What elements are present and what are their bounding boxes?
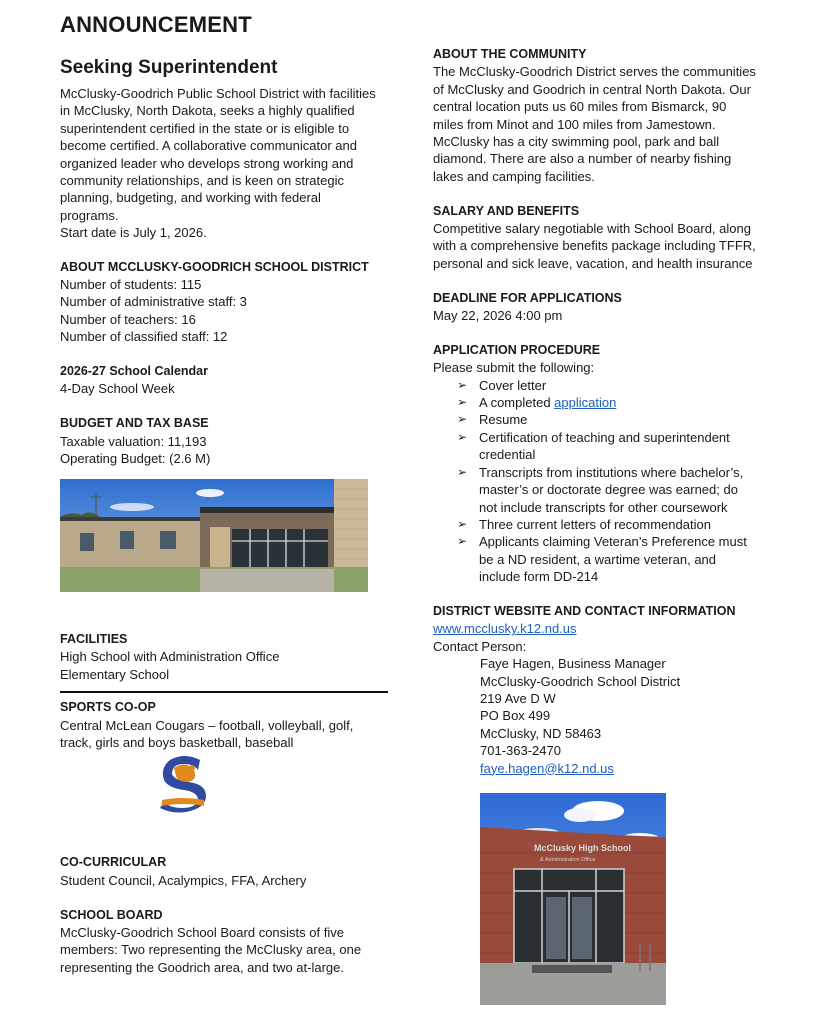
contact-line: 701-363-2470 [480,743,561,759]
arrow-bullet-icon: ➢ [457,464,468,479]
community-line: central location puts us 60 miles from Bismarck, 90 [433,99,727,115]
school-building-photo [60,479,368,592]
cougars-logo [154,752,212,814]
budget-line: Operating Budget: (2.6 M) [60,451,211,467]
arrow-bullet-icon: ➢ [457,516,468,531]
contact-section [433,603,773,777]
section-heading: DISTRICT WEBSITE AND CONTACT INFORMATION [433,603,736,618]
contact-line: PO Box 499 [480,708,551,724]
intro-line: McClusky-Goodrich Public School District with facilities [60,86,376,101]
cocurricular-section [60,854,390,889]
section-heading: CO-CURRICULAR [60,855,167,870]
community-line: McClusky has a city swimming pool, park and ball [433,134,720,150]
section-heading: SCHOOL BOARD [60,907,163,922]
budget-line: Taxable valuation: 11,193 [60,433,207,449]
budget-section [60,415,390,467]
seeking-heading: Seeking Superintendent [60,57,278,78]
list-item [457,429,773,464]
sports-section [60,699,390,751]
requirements-list [433,377,773,586]
right-column [433,46,773,777]
arrow-bullet-icon: ➢ [457,377,468,392]
requirement-text: Applicants claiming Veteran’s Preference must [479,534,747,550]
section-divider [60,691,388,693]
requirement-text: A completed [479,395,555,411]
section-heading: DEADLINE FOR APPLICATIONS [433,290,622,305]
community-line: The McClusky-Goodrich District serves the communities [433,64,756,80]
sports-line: track, girls and boys basketball, baseball [60,734,294,750]
school-sign-text: McClusky High School [534,843,632,853]
requirement-text: include form DD-214 [479,569,599,585]
requirement-text: not include transcripts for other coursework [479,499,728,515]
section-heading: ABOUT MCCLUSKY-GOODRICH SCHOOL DISTRICT [60,259,369,274]
requirement-text: master’s or doctorate degree was earned; do [479,482,738,498]
facilities-section [60,631,390,683]
board-line: representing the Goodrich area, and two at-large. [60,959,345,975]
salary-line: personal and sick leave, vacation, and health insurance [433,255,753,271]
list-item [457,377,773,394]
arrow-bullet-icon: ➢ [457,534,468,549]
requirement-text: Certification of teaching and superintendent [479,429,730,445]
intro-line: organized leader who develops strong working and [60,155,354,171]
salary-section [433,203,773,273]
facility-line: High School with Administration Office [60,649,280,665]
board-line: McClusky-Goodrich School Board consists of five [60,924,344,940]
application-link[interactable]: application [554,395,617,411]
board-section [60,907,390,977]
calendar-section [60,363,390,398]
list-item [457,411,773,428]
salary-line: with a comprehensive benefits package including TFFR, [433,238,756,254]
requirement-text: Cover letter [479,377,547,393]
district-stat: Number of classified staff: 12 [60,329,228,345]
contact-line: McClusky, ND 58463 [480,725,602,741]
page-title: ANNOUNCEMENT [60,12,252,37]
section-heading: FACILITIES [60,631,128,646]
contact-line: 219 Ave D W [480,690,556,706]
procedure-intro: Please submit the following: [433,360,595,376]
community-line: miles from Minot and 100 miles from Jamestown. [433,116,716,132]
list-item [457,394,773,411]
facility-line: Elementary School [60,666,170,682]
list-item [457,464,773,516]
section-heading: BUDGET AND TAX BASE [60,416,209,431]
intro-line: programs. [60,207,119,223]
section-heading: SPORTS CO-OP [60,700,156,715]
intro-line: superintendent certified in the state or is eligible to [60,120,350,136]
intro-line: planning, budgeting, and working with federal [60,190,321,206]
section-heading: 2026-27 School Calendar [60,364,208,379]
start-date: Start date is July 1, 2026. [60,225,207,241]
contact-person-label: Contact Person: [433,638,527,654]
arrow-bullet-icon: ➢ [457,395,468,410]
requirement-text: Resume [479,412,528,428]
contact-line: Faye Hagen, Business Manager [480,656,666,672]
deadline-line: May 22, 2026 4:00 pm [433,308,563,324]
board-line: members: Two representing the McClusky area, one [60,942,362,958]
arrow-bullet-icon: ➢ [457,412,468,427]
deadline-section [433,290,773,325]
community-section [433,46,773,185]
list-item [457,516,773,533]
intro-paragraph [60,85,390,242]
calendar-line: 4-Day School Week [60,381,175,397]
high-school-entrance-photo [480,793,666,1005]
requirement-text: Three current letters of recommendation [479,516,711,532]
community-line: of McClusky and Goodrich in central North Dakota. Our [433,81,751,97]
school-sign-subtext: & Administration Office [540,857,596,863]
email-link[interactable]: faye.hagen@k12.nd.us [480,760,614,776]
district-stat: Number of students: 115 [60,277,202,293]
requirement-text: Transcripts from institutions where bachelor’s, [479,464,744,480]
section-heading: APPLICATION PROCEDURE [433,342,601,357]
district-stat: Number of administrative staff: 3 [60,294,247,310]
procedure-section [433,342,773,586]
intro-line: community relationships, and is keen on strategic [60,173,344,189]
section-heading: ABOUT THE COMMUNITY [433,47,587,61]
website-link[interactable]: www.mcclusky.k12.nd.us [433,621,577,637]
contact-details [433,655,773,777]
section-heading: SALARY AND BENEFITS [433,203,580,218]
requirement-text: be a ND resident, a wartime veteran, and [479,551,717,567]
arrow-bullet-icon: ➢ [457,429,468,444]
about-district-section [60,259,390,346]
district-stat: Number of teachers: 16 [60,311,196,327]
contact-line: McClusky-Goodrich School District [480,673,681,689]
requirement-text: credential [479,447,536,463]
intro-line: in McClusky, North Dakota, seeks a highly qualified [60,103,355,119]
list-item [457,533,773,585]
intro-line: become certified. A collaborative communicator and [60,138,357,154]
cocurricular-line: Student Council, Acalympics, FFA, Archery [60,872,307,888]
salary-line: Competitive salary negotiable with School Board, along [433,221,751,237]
community-line: diamond. There are also a number of nearby fishing [433,151,732,167]
sports-line: Central McLean Cougars – football, volleyball, golf, [60,717,354,733]
community-line: lakes and camping facilities. [433,168,595,184]
